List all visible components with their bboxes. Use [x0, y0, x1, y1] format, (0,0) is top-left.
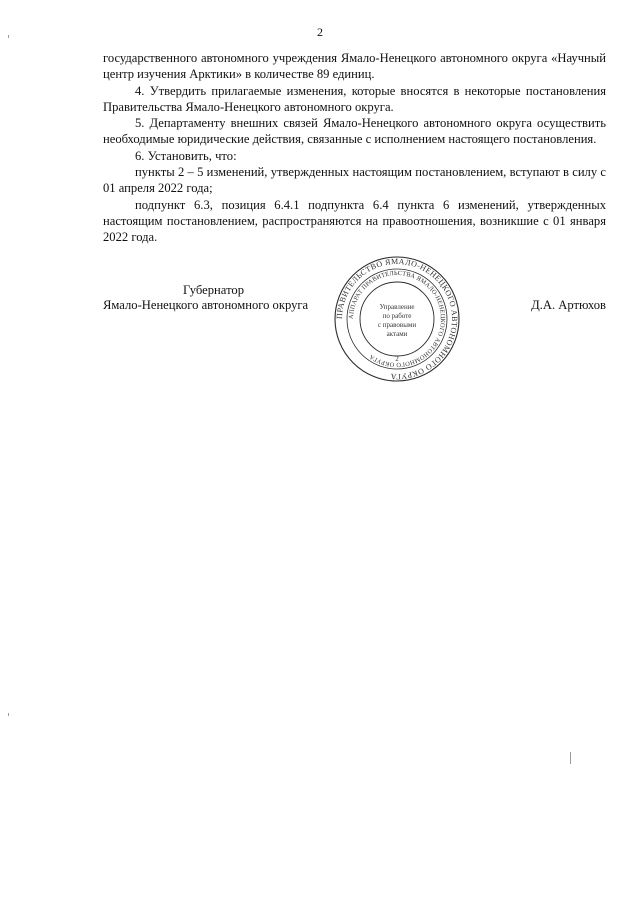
paragraph-item-4: 4. Утвердить прилагаемые изменения, которые вносятся в некоторые постановления Правительства Ямало-Ненецкого автономного округа. — [103, 83, 606, 114]
svg-text:2: 2 — [395, 355, 399, 363]
svg-text:с правовыми: с правовыми — [377, 321, 417, 329]
scan-dot — [8, 35, 9, 38]
paragraph-item-6-a: пункты 2 – 5 изменений, утвержденных настоящим постановлением, вступают в силу с 01 апреля 2022 года; — [103, 165, 606, 196]
signatory-region: Ямало-Ненецкого автономного округа — [103, 298, 309, 312]
signatory-name: Д.А. Артюхов — [531, 298, 606, 312]
paragraph-item-5: 5. Департаменту внешних связей Ямало-Ненецкого автономного округа осуществить необходимые юридические действия, связанные с исполнением настоящего постановления. — [103, 116, 606, 147]
signatory-title: Губернатор — [183, 283, 244, 297]
page-number: 2 — [317, 25, 323, 39]
official-seal-stamp — [333, 255, 461, 383]
paragraph-continuation: государственного автономного учреждения Ямало-Ненецкого автономного округа «Научный центр изучения Арктики» в количестве 89 единиц. — [103, 51, 606, 82]
scan-dot — [8, 713, 9, 716]
scan-mark — [570, 752, 571, 764]
svg-text:Управление: Управление — [379, 303, 415, 311]
paragraph-item-6-b: подпункт 6.3, позиция 6.4.1 подпункта 6.4 пункта 6 изменений, утвержденных настоящим постановлением, распространяются на правоотношения, возникшие с 01 января 2022 года. — [103, 197, 606, 245]
svg-text:по работе: по работе — [382, 312, 412, 320]
svg-text:АППАРАТ ПРАВИТЕЛЬСТВА ЯМАЛО-НЕ: АППАРАТ ПРАВИТЕЛЬСТВА ЯМАЛО-НЕНЕЦКОГО АВТОНОМНОГО ОКРУГА — [347, 269, 447, 369]
svg-text:актами: актами — [386, 330, 408, 338]
document-body — [103, 50, 606, 246]
paragraph-item-6: 6. Установить, что: — [135, 148, 237, 163]
svg-text:ПРАВИТЕЛЬСТВО ЯМАЛО-НЕНЕЦКОГО: ПРАВИТЕЛЬСТВО ЯМАЛО-НЕНЕЦКОГО АВТОНОМНОГО ОКРУГА — [334, 256, 460, 382]
